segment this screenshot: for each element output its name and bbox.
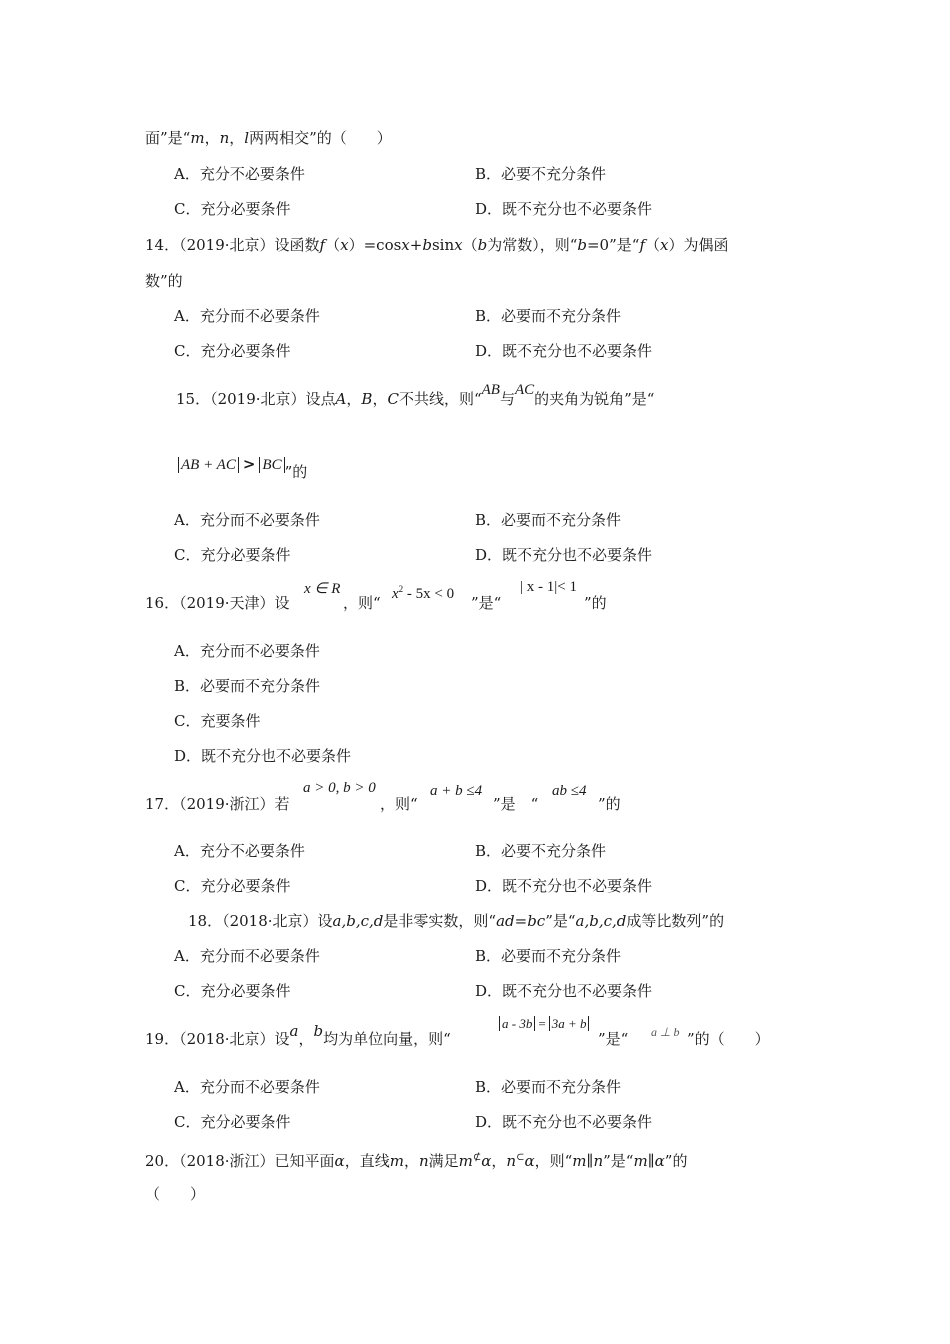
q15-stem: 15．（2019·北京）设点A，B，C不共线，则“AB与AC的夹角为锐角”是“ (176, 382, 655, 408)
q20-stem: 20．（2018·浙江）已知平面α，直线m，n满足m⊄α，n⊂α，则“m∥n”是“m∥α”的 (145, 1152, 688, 1170)
q17-option-b[interactable]: B．必要不充分条件 (475, 842, 607, 860)
q14-option-d[interactable]: D．既不充分也不必要条件 (475, 342, 653, 360)
q14-stem-line2: 数”的 (145, 272, 183, 290)
q13-option-b[interactable]: B．必要不充分条件 (475, 165, 607, 183)
q16-option-d[interactable]: D．既不充分也不必要条件 (174, 747, 352, 765)
abs-bc: BC (259, 457, 284, 473)
q16-inequality-2: | x - 1|< 1 (520, 579, 577, 595)
q19-is: ”是“ (598, 1030, 629, 1048)
q16-condition: x ∈ R (304, 581, 341, 597)
q16-end: ”的 (584, 594, 607, 612)
q15-option-a[interactable]: A．充分而不必要条件 (174, 511, 320, 529)
q18-option-a[interactable]: A．充分而不必要条件 (174, 947, 320, 965)
q13-option-c[interactable]: C．充分必要条件 (174, 200, 291, 218)
q19-option-b[interactable]: B．必要而不充分条件 (475, 1078, 622, 1096)
vector-ab: AB (481, 382, 500, 398)
q19-perp: a ⊥ b (651, 1025, 680, 1039)
q18-option-c[interactable]: C．充分必要条件 (174, 982, 291, 1000)
q20-stem-line2: （ ） (145, 1185, 206, 1203)
q17-stem-prefix: 17．（2019·浙江）若 (145, 795, 290, 813)
q17-condition: a > 0, b > 0 (303, 780, 376, 796)
q19-option-a[interactable]: A．充分而不必要条件 (174, 1078, 320, 1096)
q16-option-a[interactable]: A．充分而不必要条件 (174, 642, 320, 660)
q19-option-c[interactable]: C．充分必要条件 (174, 1113, 291, 1131)
q17-is: ”是 “ (493, 795, 539, 813)
q17-expr-1: a + b ≤4 (430, 783, 483, 799)
q17-expr-2: ab ≤4 (552, 783, 587, 799)
q16-option-c[interactable]: C．充要条件 (174, 712, 261, 730)
q14-option-a[interactable]: A．充分而不必要条件 (174, 307, 320, 325)
q19-stem-prefix: 19．（2018·北京）设a，b均为单位向量，则“ (145, 1022, 451, 1048)
q14-option-b[interactable]: B．必要而不充分条件 (475, 307, 622, 325)
q13-stem: 面”是“m，n，l两两相交”的（ ） (145, 129, 392, 147)
q19-end: ”的（ ） (687, 1030, 770, 1048)
q17-option-d[interactable]: D．既不充分也不必要条件 (475, 877, 653, 895)
q18-stem: 18．（2018·北京）设a,b,c,d是非零实数，则“ad=bc”是“a,b,c,d成等比数列”的 (188, 912, 725, 930)
q17-option-c[interactable]: C．充分必要条件 (174, 877, 291, 895)
q14-option-c[interactable]: C．充分必要条件 (174, 342, 291, 360)
q19-option-d[interactable]: D．既不充分也不必要条件 (475, 1113, 653, 1131)
q13-option-a[interactable]: A．充分不必要条件 (174, 165, 305, 183)
q17-then: ，则“ (380, 795, 418, 813)
q16-then: ，则“ (343, 594, 381, 612)
q18-option-b[interactable]: B．必要而不充分条件 (475, 947, 622, 965)
q13-option-d[interactable]: D．既不充分也不必要条件 (475, 200, 653, 218)
q16-is: ”是“ (471, 594, 502, 612)
q16-option-b[interactable]: B．必要而不充分条件 (174, 677, 321, 695)
q17-end: ”的 (598, 795, 621, 813)
q19-abs-equation: a - 3b = 3a + b (499, 1015, 589, 1033)
abs-ab-plus-ac: AB + AC (178, 457, 239, 473)
q16-stem-prefix: 16．（2019·天津）设 (145, 594, 290, 612)
q16-inequality-1: $x^2 - 5x < 0$ (392, 584, 455, 602)
q14-stem: 14．（2019·北京）设函数f（x）=cosx+bsinx（b为常数），则“b=0”是“f（x）为偶函 (145, 236, 729, 254)
q15-condition: AB + AC > BC ”的 (178, 452, 307, 477)
q15-option-d[interactable]: D．既不充分也不必要条件 (475, 546, 653, 564)
q15-option-b[interactable]: B．必要而不充分条件 (475, 511, 622, 529)
q15-option-c[interactable]: C．充分必要条件 (174, 546, 291, 564)
vector-ac: AC (514, 382, 535, 398)
q18-option-d[interactable]: D．既不充分也不必要条件 (475, 982, 653, 1000)
q17-option-a[interactable]: A．充分不必要条件 (174, 842, 305, 860)
